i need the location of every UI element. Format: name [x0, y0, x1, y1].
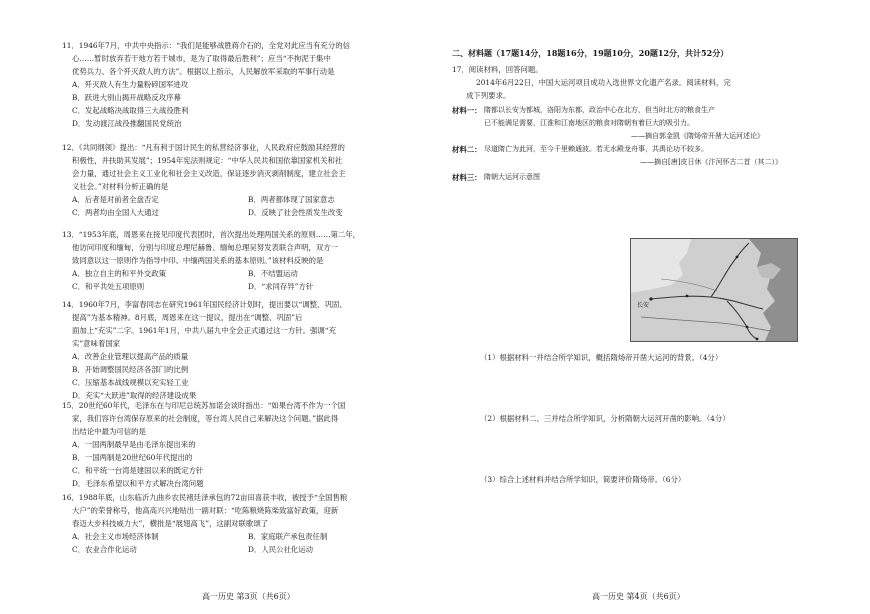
question-stem-line: 实”意味着国家 [72, 339, 121, 348]
page-footer-left: 高一历史 第3页（共6页） [202, 592, 295, 601]
material-1-line-1: 隋都以长安为都城，洛阳为东都，政治中心在北方，但当时北方的粮食生产 [484, 106, 715, 114]
answer-option[interactable]: A．改善企业管理以提高产品的质量 [72, 352, 189, 361]
page-footer-right: 高一历史 第4页（共6页） [592, 592, 685, 601]
answer-option[interactable]: C．农业合作化运动 [72, 545, 137, 554]
question-stem-line: 16．1988年底，山东临沂九曲乡农民褚廷泽承包的72亩田喜获丰收，被授予“全国售粮 [62, 493, 348, 502]
material-3-label: 材料三： [452, 173, 482, 182]
right-page [452, 0, 814, 614]
material-3 [452, 171, 814, 184]
material-2 [452, 143, 814, 156]
answer-options [62, 267, 424, 293]
question-stem-line: 面加上“充实”二字。1961年1月，中共八届九中全会正式通过这一方针。强调“充 [72, 326, 336, 335]
question-stem-line: 13．“1953年底，周恩来在接见印度代表团时，首次提出处理两国关系的原则……第二年， [62, 230, 361, 239]
question-15 [62, 399, 424, 490]
material-2-source: ——摘自[唐]皮日休《汴河怀古二首（其二）》 [640, 158, 782, 166]
q17-intro: 17．阅读材料，回答问题。 [452, 65, 543, 74]
answer-option[interactable]: A．后者是对前者全盘否定 [72, 195, 159, 204]
question-stem-line: 义社会。”对材料分析正确的是 [72, 182, 169, 191]
answer-option[interactable]: D．“求同存异”方针 [248, 282, 314, 291]
question-stem-line: 11．1946年7月，中共中央指示：“我们是能够战胜蒋介石的，全党对此应当有充分的信 [62, 41, 350, 50]
material-1 [452, 104, 814, 130]
sub-question-1: （1）根据材料一并结合所学知识，概括隋炀帝开凿大运河的背景。（4分） [480, 353, 723, 362]
question-stem-line: 春迈大步科技威力大”，横批是“展翅高飞”，这副对联歌颂了 [72, 519, 269, 528]
answer-option[interactable]: A．一国两制最早是由毛泽东提出来的 [72, 440, 196, 449]
q17-context-line-1: 2014年6月22日，中国大运河项目成功入选世界文化遗产名录。阅读材料，完 [476, 78, 731, 87]
answer-option[interactable]: B．两者都体现了国家意志 [248, 195, 335, 204]
material-3-text: 隋朝大运河示意图 [484, 173, 540, 181]
question-stem-line: 家，我们容许台湾保存原来的社会制度，等台湾人民自己来解决这个问题。”据此得 [72, 414, 339, 423]
question-stem-line: 提高”为基本精神。8月底，周恩来在这一提议，提出在“调整、巩固”后 [72, 313, 303, 322]
answer-option[interactable]: D．充实“大跃进”取得的经济建设成果 [72, 391, 197, 400]
question-stem-line: 14．1960年7月，李富春同志在研究1961年国民经济计划时，提出要以“调整、巩固、 [62, 300, 347, 309]
material-2-line-1: 尽道隋亡为此河，至今千里赖通波。若无水殿龙舟事，共禹论功不较多。 [484, 145, 708, 153]
question-stem-line: 会力量，通过社会主义工业化和社会主义改造，保证逐步消灭剥削制度，建立社会主 [72, 169, 346, 178]
map-label-changan: 长安 [637, 302, 650, 309]
answer-options [62, 193, 424, 219]
answer-option[interactable]: C．发起战略决战取得三大战役胜利 [72, 106, 189, 115]
sub-question-2: （2）根据材料二、三并结合所学知识，分析隋朝大运河开凿的影响。（4分） [480, 414, 730, 423]
answer-options [62, 78, 424, 130]
left-page [62, 0, 424, 614]
answer-options [62, 350, 424, 402]
map-graphic [631, 239, 797, 341]
question-stem-line: 大户”的荣誉称号，他高高兴兴地贴出一副对联：“吃陈粮烧陈柴致富好政策，迎新 [72, 506, 339, 515]
answer-option[interactable]: C．和平共处五项原则 [72, 282, 145, 291]
material-1-label: 材料一： [452, 106, 482, 115]
answer-option[interactable]: A．独立自主的和平外交政策 [72, 269, 167, 278]
question-13 [62, 228, 424, 293]
question-17 [452, 63, 814, 184]
material-2-label: 材料二： [452, 145, 482, 154]
answer-option[interactable]: C．压缩基本战线规模以充实轻工业 [72, 378, 189, 387]
answer-option[interactable]: D．毛泽东希望以和平方式解决台湾问题 [72, 479, 204, 488]
answer-option[interactable]: A．社会主义市场经济体制 [72, 532, 159, 541]
question-11 [62, 39, 424, 130]
question-stem-line: 心……暂时放弃若干地方若干城市，是为了取得最后胜利”；应当“不拘泥于集中 [72, 54, 331, 63]
answer-option[interactable]: B．不结盟运动 [248, 269, 298, 278]
answer-option[interactable]: B．跃进大别山揭开战略反攻序幕 [72, 93, 181, 102]
question-stem-line: 积极性，并扶助其发展”；1954年宪法则规定：“中华人民共和国依靠国家机关和社 [72, 156, 343, 165]
question-stem-line: 出结论中最为可信的是 [72, 427, 146, 436]
material-1-line-2: 已不能满足需要，江淮和江南地区的粮食对隋朝有着巨大的吸引力。 [484, 119, 694, 127]
answer-option[interactable]: D．反映了社会性质发生改变 [248, 208, 343, 217]
section-title: 二、材料题（17题14分，18题16分，19题10分，20题12分，共计52分） [452, 48, 729, 58]
answer-options [62, 438, 424, 490]
answer-options [62, 530, 424, 556]
question-12 [62, 141, 424, 219]
material-1-source: ——摘自郭金凯《隋炀帝开凿大运河述论》 [631, 132, 764, 140]
sub-question-3: （3）综合上述材料并结合所学知识，简要评价隋炀帝。（6分） [480, 475, 686, 484]
answer-option[interactable]: B．一国两制是20世纪60年代提出的 [72, 453, 193, 462]
answer-option[interactable]: D．发动渡江战役推翻国民党统治 [72, 119, 182, 128]
question-stem-line: 15．20世纪60年代，毛泽东在与印尼总统苏加诺会谈时指出：“如果台湾不作为一个国 [62, 401, 346, 410]
answer-option[interactable]: B．家庭联产承包责任制 [248, 532, 328, 541]
answer-option[interactable]: D．人民公社化运动 [248, 545, 314, 554]
answer-option[interactable]: A．歼灭敌人有生力量粉碎国军进攻 [72, 80, 189, 89]
question-stem-line: 他访问印度和缅甸，分别与印度总理尼赫鲁、缅甸总理吴努发表联合声明，双方一 [72, 243, 339, 252]
answer-option[interactable]: C．两者均由全国人大通过 [72, 208, 159, 217]
answer-option[interactable]: B．开始调整国民经济各部门的比例 [72, 365, 189, 374]
question-stem-line: 致同意以这一原则作为指导中印、中缅两国关系的基本原则。”该材料反映的是 [72, 256, 324, 265]
question-14 [62, 298, 424, 402]
q17-context-line-2: 成下列要求。 [466, 91, 511, 100]
question-stem-line: 优势兵力、各个歼灭敌人的方法”。根据以上指示，人民解放军采取的军事行动是 [72, 67, 335, 76]
answer-option[interactable]: C．和平统一台湾是建国以来的既定方针 [72, 466, 204, 475]
question-stem-line: 12．《共同纲领》提出：“凡有利于国计民生的私营经济事业，人民政府应鼓励其经营的 [62, 143, 345, 152]
grand-canal-map [630, 238, 798, 342]
question-16 [62, 491, 424, 556]
